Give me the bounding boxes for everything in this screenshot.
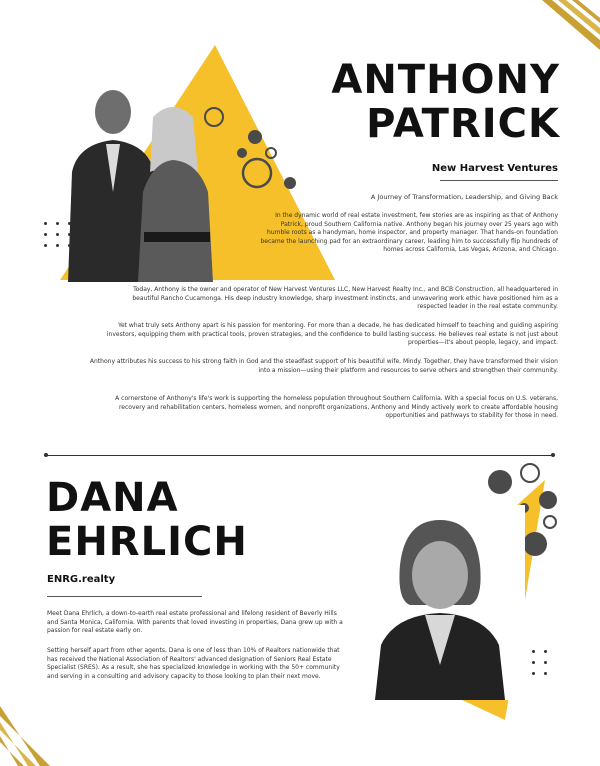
dana-ehrlich-photo xyxy=(355,505,525,700)
bio-paragraph: Today, Anthony is the owner and operator of New Harvest Ventures LLC, New Harvest Realty Inc., and BCB Construction, all headquartered in beautiful Rancho Cucamonga. His deep industry knowledge, sharp investment instincts, and unwavering work ethic have positioned him as a respected leader in the real estate community. xyxy=(132,286,558,311)
corner-stripes-top-right xyxy=(520,0,600,60)
anthony-mindy-photo xyxy=(58,82,218,282)
tagline: A Journey of Transformation, Leadership, and Giving Back xyxy=(370,193,558,201)
dot-grid-top-left xyxy=(44,222,72,247)
first-name: ANTHONY xyxy=(331,57,560,103)
bio-paragraph: Yet what truly sets Anthony apart is his passion for mentoring. For more than a decade, he has dedicated himself to teaching and guiding aspiring investors, equipping them with practical tools, proven strategies, and the confidence to build lasting success. He believes real estate is not just about properties—it's about people, legacy, and impact. xyxy=(106,322,558,347)
last-name: EHRLICH xyxy=(46,519,248,565)
bio-paragraph: Anthony attributes his success to his strong faith in God and the steadfast support of his beautiful wife, Mindy. Together, they have transformed their vision into a mission—using their platform and resources to serve others and strengthen their community. xyxy=(89,358,558,374)
anthony-patrick-name xyxy=(331,58,560,146)
bio-paragraph: Meet Dana Ehrlich, a down-to-earth real estate professional and lifelong resident of Beverly Hills and Santa Monica, California. With parents that loved investing in properties, Dana grew up with a passion for real estate early on. xyxy=(47,610,343,635)
section-divider xyxy=(47,455,553,456)
dana-ehrlich-name xyxy=(46,476,248,564)
company-name: ENRG.realty xyxy=(47,574,116,585)
divider xyxy=(440,180,558,181)
bio-paragraph: In the dynamic world of real estate investment, few stories are as inspiring as that of Anthony Patrick, proud Southern California native. Anthony began his journey over 25 years ago with humble roots as a handyman, home inspector, and property manager. That hands-on foundation became the launching pad for an extraordinary career, leading him to successfully flip hundreds of homes across California, Las Vegas, Arizona, and Chicago. xyxy=(260,212,558,254)
company-name: New Harvest Ventures xyxy=(431,163,558,174)
divider xyxy=(47,596,202,597)
bio-paragraph: Setting herself apart from other agents, Dana is one of less than 10% of Realtors nationwide that has received the National Association of Realtors' advanced designation of Seniors Real Estate Specialist (SRES). As a result, she has specialized knowledge in working with the 50+ community and serving in a consulting and advisory capacity to those looking to plan their next move. xyxy=(47,647,340,680)
bio-paragraph: A cornerstone of Anthony's life's work is supporting the homeless population throughout Southern California. With a special focus on U.S. veterans, recovery and rehabilitation centers, homeless women, and nonprofit organizations, Anthony and Mindy actively work to create affordable housing opportunities and pathways to stability for those in need. xyxy=(115,395,558,420)
first-name: DANA xyxy=(46,475,179,521)
last-name: PATRICK xyxy=(366,101,560,147)
corner-stripes-bottom-left xyxy=(0,686,60,766)
divider-dot-right xyxy=(551,453,555,457)
